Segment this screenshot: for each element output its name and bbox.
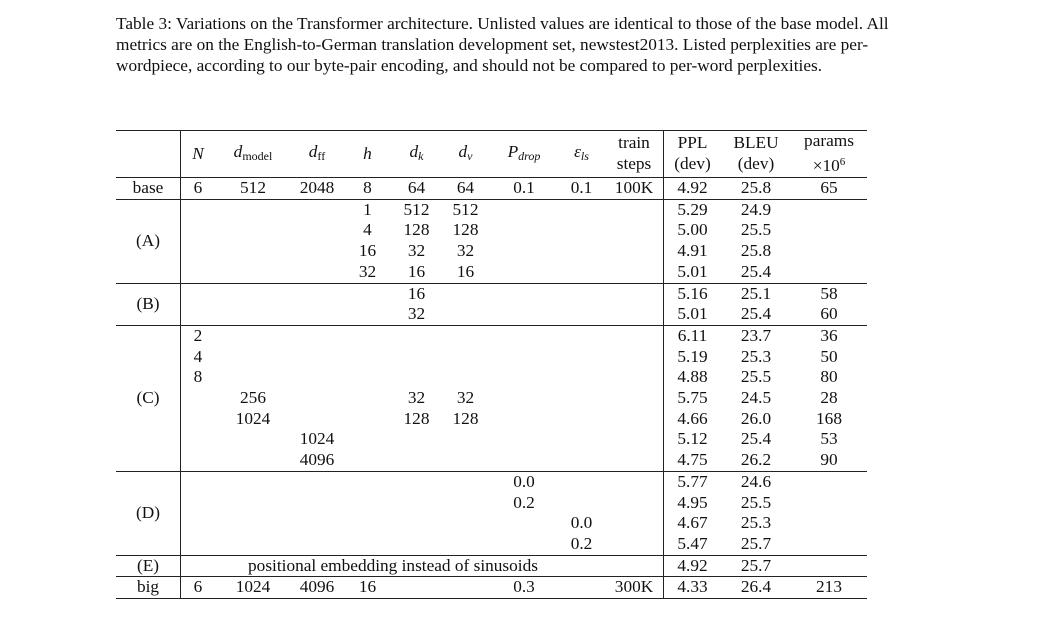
header-dff: $d_{ff}$: [308, 141, 326, 163]
cell-params: 58 60: [820, 283, 838, 324]
row-group-e: [116, 555, 867, 577]
cell-dv: 64: [456, 178, 475, 197]
cell-h: [343, 283, 392, 325]
cell-dv: 32 128: [452, 388, 479, 428]
cell-pdrop: [490, 325, 558, 471]
cell-h: [343, 471, 392, 555]
row-label: (D): [116, 471, 181, 555]
cell-train-steps: [605, 555, 664, 577]
cell-dk: 16 32: [407, 283, 426, 324]
cell-dk: 512 128 32 16: [403, 199, 430, 281]
header-pdrop: $P_{drop}$: [507, 141, 541, 163]
header-ppl: PPL (dev): [674, 133, 711, 173]
cell-dmodel: 512: [240, 178, 266, 197]
cell-els: [558, 199, 605, 283]
cell-n: [181, 471, 216, 555]
cell-note: positional embedding instead of sinusoids: [248, 555, 538, 575]
cell-pdrop: 0.0 0.2: [513, 471, 535, 512]
cell-dk: 32 128: [403, 388, 430, 428]
row-group-c: [116, 325, 867, 471]
cell-ppl: 4.33: [677, 577, 708, 597]
cell-pdrop: [490, 283, 558, 325]
cell-dk: [392, 471, 441, 555]
cell-dmodel: [215, 283, 291, 325]
cell-params: [791, 471, 867, 555]
cell-ppl: 4.92: [677, 178, 708, 197]
cell-dff: [291, 199, 343, 283]
cell-h: 16: [358, 577, 377, 597]
cell-n: 6: [193, 178, 203, 197]
cell-train-steps: [605, 199, 664, 283]
header-train-steps: train steps: [605, 131, 664, 178]
cell-train-steps: [605, 325, 664, 471]
header-n: N: [192, 143, 204, 163]
cell-dff: 4096: [299, 577, 335, 597]
cell-dv: [441, 283, 490, 325]
cell-params: [791, 555, 867, 577]
cell-dff: 2048: [299, 178, 335, 197]
cell-els: 0.1: [570, 178, 593, 197]
cell-ppl: 5.16 5.01: [677, 283, 708, 324]
cell-ppl: 6.11 5.19 4.88 5.75 4.66 5.12 4.75: [677, 325, 708, 470]
row-label: base: [116, 178, 181, 200]
cell-params: 36 50 80 28 168 53 90: [816, 325, 842, 470]
cell-els: 0.0 0.2: [570, 513, 593, 553]
cell-params: 213: [816, 577, 842, 597]
cell-dmodel: [215, 199, 291, 283]
header-dv: $d_v$: [458, 141, 473, 163]
cell-dk: [392, 577, 441, 599]
cell-h: 1 4 16 32: [358, 199, 377, 281]
cell-els: [558, 577, 605, 599]
cell-dff: 1024 4096: [299, 429, 335, 470]
header-bleu: BLEU (dev): [733, 133, 779, 173]
cell-bleu: 25.7: [740, 555, 772, 575]
cell-train-steps: [605, 471, 664, 555]
cell-dmodel: [215, 471, 291, 555]
row-base: [116, 178, 867, 200]
cell-dk: 64: [407, 178, 426, 197]
row-group-d: [116, 471, 867, 555]
row-group-a: [116, 199, 867, 283]
cell-n: [181, 283, 216, 325]
cell-dff: [291, 471, 343, 555]
header-params: params $\times 10^6$: [804, 131, 854, 175]
cell-els: [558, 283, 605, 325]
header-h: h: [363, 143, 372, 163]
row-label: (C): [116, 325, 181, 471]
cell-train-steps: [605, 283, 664, 325]
row-label: (A): [116, 199, 181, 283]
results-table: [116, 130, 867, 599]
cell-h: 8: [363, 178, 372, 197]
cell-bleu: 24.9 25.5 25.8 25.4: [740, 199, 772, 281]
row-label: (B): [116, 283, 181, 325]
cell-dmodel: 1024: [235, 577, 271, 597]
row-group-b: [116, 283, 867, 325]
cell-dmodel: 256 1024: [235, 388, 271, 428]
cell-n: 2 4 8: [193, 325, 203, 387]
cell-train-steps: 300K: [605, 577, 664, 599]
cell-ppl: 5.29 5.00 4.91 5.01: [677, 199, 708, 281]
cell-n: 6: [193, 577, 203, 597]
cell-els: [558, 325, 605, 471]
cell-bleu: 23.7 25.3 25.5 24.5 26.0 25.4 26.2: [740, 325, 772, 470]
header-row-label: [116, 131, 181, 178]
header-dmodel: $d_{model}$: [233, 141, 273, 163]
row-label: (E): [116, 555, 181, 577]
cell-bleu: 25.1 25.4: [740, 283, 772, 324]
cell-ppl: 4.92: [677, 555, 708, 575]
cell-dff: [291, 283, 343, 325]
cell-n: [181, 199, 216, 283]
header-dk: $d_k$: [409, 141, 424, 163]
cell-pdrop: 0.1: [513, 178, 535, 197]
cell-params: 65: [820, 178, 838, 197]
cell-bleu: 25.8: [740, 178, 772, 197]
cell-bleu: 24.6 25.5 25.3 25.7: [740, 471, 772, 553]
cell-h: [343, 325, 392, 471]
cell-dv: 512 128 32 16: [452, 199, 479, 281]
cell-pdrop: 0.3: [513, 577, 535, 597]
cell-bleu: 26.4: [740, 577, 772, 597]
cell-dv: [441, 471, 490, 555]
cell-pdrop: [490, 199, 558, 283]
row-label: big: [116, 577, 181, 599]
cell-dv: [441, 577, 490, 599]
header-epsilon-ls: $\varepsilon_{ls}$: [574, 141, 589, 163]
row-big: [116, 577, 867, 599]
table-caption: Table 3: Variations on the Transformer architecture. Unlisted values are identical to those of the base model. All metrics are on the English-to-German translation development set, newstest2013. Listed perplexities are per-wordpiece, according to our byte-pair encoding, and should not be compared to per-word perplexities.: [116, 14, 889, 75]
cell-train-steps: 100K: [605, 178, 664, 200]
cell-ppl: 5.77 4.95 4.67 5.47: [677, 471, 708, 553]
cell-params: [791, 199, 867, 283]
